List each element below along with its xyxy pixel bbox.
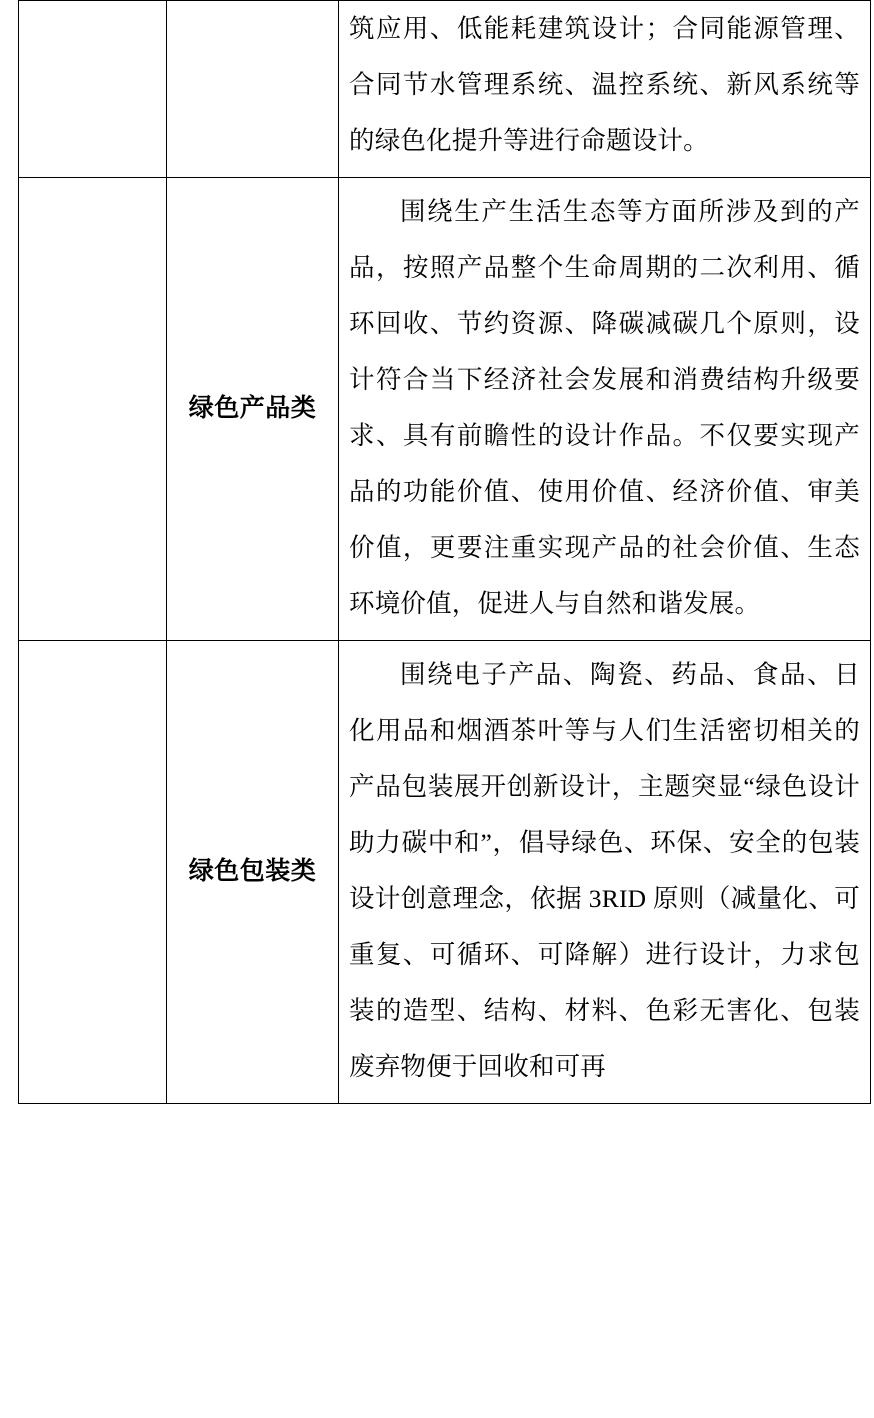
row-content-cell [339, 178, 871, 641]
content-text: 筑应用、低能耗建筑设计；合同能源管理、合同节水管理系统、温控系统、新风系统等的绿色化提升等进行命题设计。 [349, 14, 860, 155]
content-text: 围绕生产生活生态等方面所涉及到的产品，按照产品整个生命周期的二次利用、循环回收、节约资源、降碳减碳几个原则，设计符合当下经济社会发展和消费结构升级要求、具有前瞻性的设计作品。不仅要实现产品的功能价值、使用价值、经济价值、审美价值，更要注重实现产品的社会价值、生态环境价值，促进人与自然和谐发展。 [349, 197, 860, 618]
table-row [19, 178, 871, 641]
row-content-cell [339, 1, 871, 178]
category-label: 绿色包装类 [188, 858, 317, 886]
row-spacer-cell-left [19, 641, 167, 1104]
row-category-cell [167, 641, 339, 1104]
row-category-cell [167, 1, 339, 178]
requirements-table [18, 0, 871, 1104]
category-label: 绿色产品类 [188, 395, 317, 423]
table-row [19, 1, 871, 178]
content-text: 围绕电子产品、陶瓷、药品、食品、日化用品和烟酒茶叶等与人们生活密切相关的产品包装展开创新设计，主题突显“绿色设计助力碳中和”，倡导绿色、环保、安全的包装设计创意理念，依据 3RID 原则（减量化、可重复、可循环、可降解）进行设计，力求包装的造型、结构、材料、色彩无害化、包装废弃物便于回收和可再 [349, 660, 860, 1081]
table-row [19, 641, 871, 1104]
row-spacer-cell-left [19, 178, 167, 641]
row-content-cell [339, 641, 871, 1104]
row-category-cell [167, 178, 339, 641]
row-spacer-cell-left [19, 1, 167, 178]
